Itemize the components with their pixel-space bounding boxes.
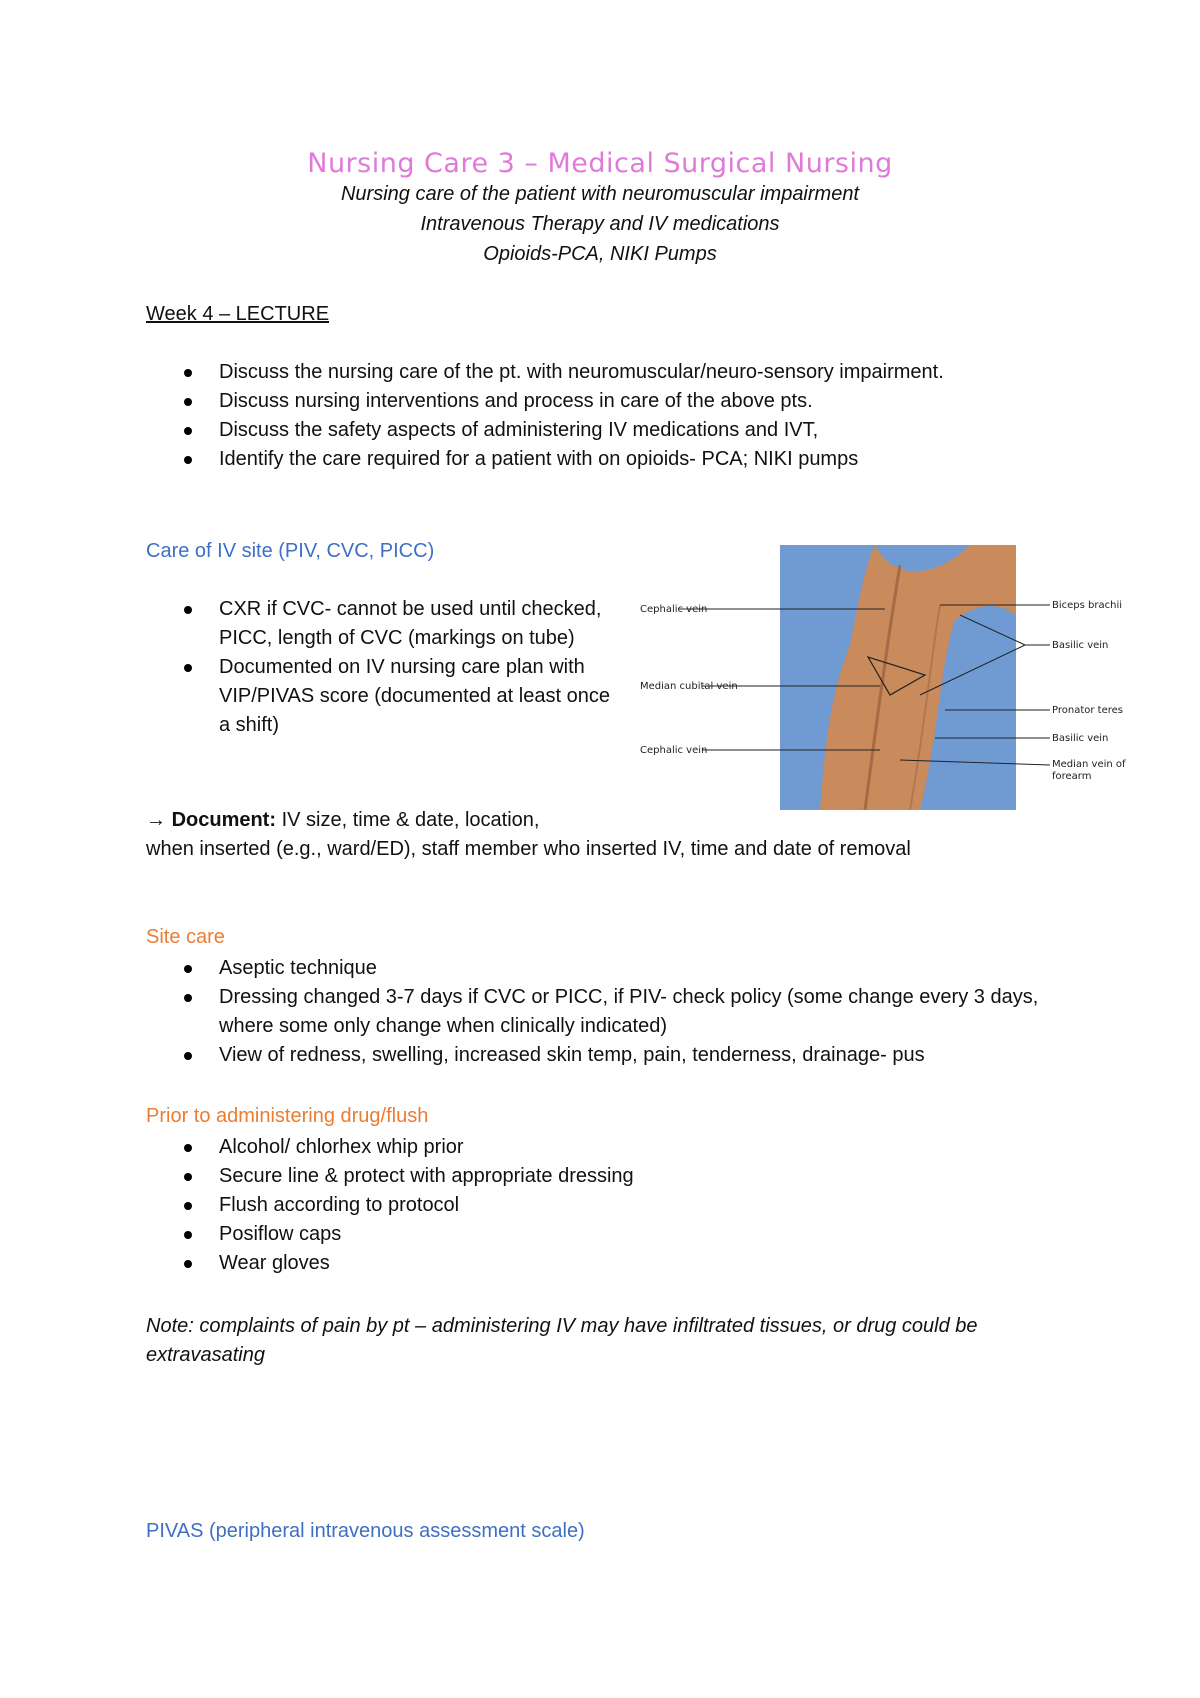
bullet-icon: [184, 1173, 192, 1181]
document-instruction: [146, 806, 1106, 864]
bullet-icon: [184, 1202, 192, 1210]
subtitle-neuromuscular: Nursing care of the patient with neuromuscular impairment: [340, 183, 860, 205]
document-label: Document:: [171, 809, 277, 831]
label-median-cubital-vein: Median cubital vein: [640, 681, 738, 692]
label-median-vein-forearm-2: forearm: [1052, 771, 1092, 782]
bullet-icon: [184, 1144, 192, 1152]
list-item-text: Documented on IV nursing care plan with VIP/PIVAS score (documented at least once a shift): [219, 656, 610, 736]
subtitle-iv-therapy: Intravenous Therapy and IV medications: [420, 213, 780, 235]
list-item: [146, 445, 1146, 474]
list-item: [146, 983, 1076, 1041]
label-basilic-vein-top: Basilic vein: [1052, 640, 1109, 651]
list-item-text: Alcohol/ chlorhex whip prior: [219, 1136, 464, 1158]
list-item-text: Discuss the nursing care of the pt. with neuromuscular/neuro-sensory impairment.: [219, 361, 944, 383]
list-item-text: Secure line & protect with appropriate dressing: [219, 1165, 634, 1187]
objectives-section: [146, 358, 1146, 474]
document-text-1: IV size, time & date, location,: [276, 809, 540, 831]
list-item-text: Flush according to protocol: [219, 1194, 460, 1216]
list-item-text: Identify the care required for a patient with on opioids- PCA; NIKI pumps: [219, 448, 859, 470]
bullet-icon: [184, 1260, 192, 1268]
list-item-text: Wear gloves: [219, 1252, 330, 1274]
label-basilic-vein-bottom: Basilic vein: [1052, 733, 1109, 744]
site-care-heading: Site care: [146, 926, 225, 948]
arm-veins-figure: [640, 545, 1140, 810]
list-item-text: CXR if CVC- cannot be used until checked, PICC, length of CVC (markings on tube): [219, 598, 602, 649]
label-cephalic-vein-bottom: Cephalic vein: [640, 745, 708, 756]
note-paragraph: Note: complaints of pain by pt – administering IV may have infiltrated tissues, or drug could be extravasating: [146, 1315, 978, 1366]
list-item: [146, 1220, 1076, 1249]
prior-heading: Prior to administering drug/flush: [146, 1105, 429, 1127]
label-median-vein-forearm-1: Median vein of: [1052, 759, 1126, 770]
list-item-text: Discuss nursing interventions and process in care of the above pts.: [219, 390, 813, 412]
bullet-icon: [184, 1231, 192, 1239]
list-item: [146, 1162, 1076, 1191]
list-item: [146, 653, 626, 740]
list-item: [146, 595, 626, 653]
list-item: [146, 358, 1146, 387]
document-line-2: when inserted (e.g., ward/ED), staff member who inserted IV, time and date of removal: [146, 838, 911, 860]
bullet-icon: [184, 456, 192, 464]
label-pronator-teres: Pronator teres: [1052, 705, 1123, 716]
prior-section: [146, 1133, 1076, 1278]
list-item-text: Posiflow caps: [219, 1223, 342, 1245]
list-item: [146, 1249, 1076, 1278]
iv-site-heading: Care of IV site (PIV, CVC, PICC): [146, 540, 435, 562]
bullet-icon: [184, 369, 192, 377]
list-item-text: Aseptic technique: [219, 957, 377, 979]
prior-list: [146, 1133, 1076, 1278]
site-care-section: [146, 954, 1076, 1070]
list-item: [146, 1191, 1076, 1220]
bullet-icon: [184, 427, 192, 435]
iv-site-section: [146, 595, 626, 740]
iv-site-list: [146, 595, 626, 740]
bullet-icon: [184, 965, 192, 973]
list-item: [146, 387, 1146, 416]
arrow-icon: →: [146, 809, 166, 831]
list-item-text: Discuss the safety aspects of administering IV medications and IVT,: [219, 419, 819, 441]
subtitle-opioids: Opioids-PCA, NIKI Pumps: [483, 243, 717, 265]
list-item-text: Dressing changed 3-7 days if CVC or PICC, if PIV- check policy (some change every 3 days, where some only change when clinically indicated): [219, 986, 1039, 1037]
bullet-icon: [184, 1052, 192, 1060]
label-cephalic-vein-top: Cephalic vein: [640, 604, 708, 615]
list-item: [146, 1133, 1076, 1162]
list-item: [146, 416, 1146, 445]
bullet-icon: [184, 606, 192, 614]
list-item: [146, 954, 1076, 983]
bullet-icon: [184, 664, 192, 672]
pivas-heading: PIVAS (peripheral intravenous assessment scale): [146, 1520, 585, 1542]
label-biceps-brachii: Biceps brachii: [1052, 600, 1123, 611]
bullet-icon: [184, 994, 192, 1002]
objectives-list: [146, 358, 1146, 474]
list-item: [146, 1041, 1076, 1070]
week-heading: Week 4 – LECTURE: [146, 303, 330, 325]
list-item-text: View of redness, swelling, increased skin temp, pain, tenderness, drainage- pus: [219, 1044, 925, 1066]
bullet-icon: [184, 398, 192, 406]
document-line-1: [146, 806, 1106, 835]
site-care-list: [146, 954, 1076, 1070]
document-title: Nursing Care 3 – Medical Surgical Nursing: [307, 148, 893, 179]
